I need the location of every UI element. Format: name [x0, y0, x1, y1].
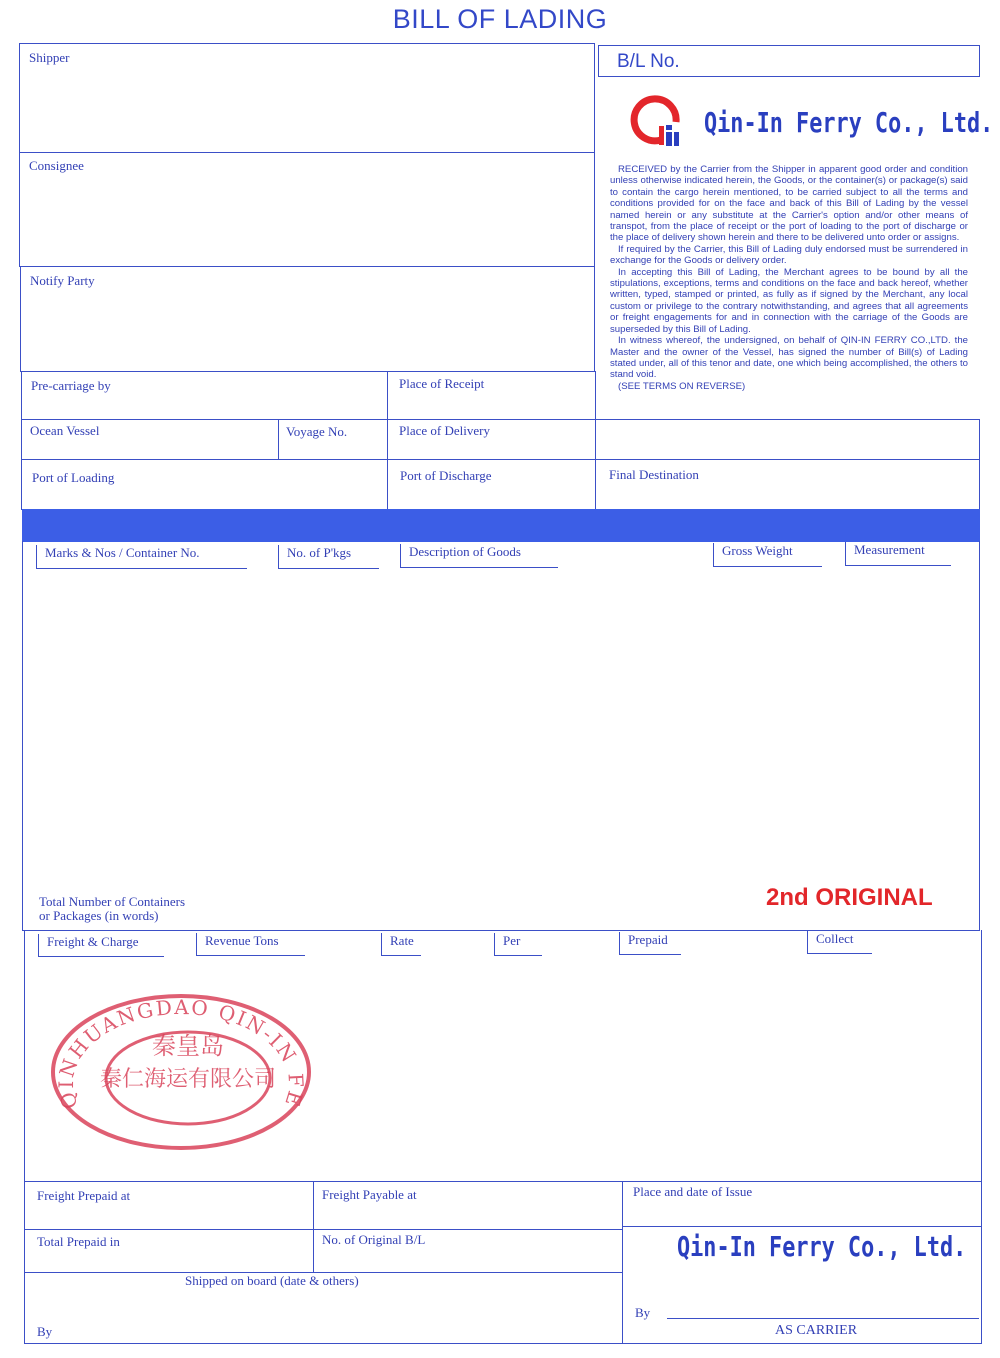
goods-area[interactable]: [22, 541, 980, 931]
freight-charge-column-header: [38, 934, 164, 957]
right-blank-box: [595, 419, 980, 460]
original-copy-mark: 2nd ORIGINAL: [766, 884, 933, 911]
terms-paragraph: In witness whereof, the undersigned, on behalf of QIN-IN FERRY CO.,LTD. the Master and the owner of the Vessel, has signed the number of Bill(s) of Lading stated under, all of this tenor and date, one which being accomplished, the others to stand void.: [610, 335, 968, 381]
terms-text: [610, 164, 968, 392]
company-name-signature: Qin-In Ferry Co., Ltd.: [677, 1230, 967, 1263]
ocean-vessel-label: Ocean Vessel: [30, 423, 100, 438]
port-of-discharge-label: Port of Discharge: [400, 468, 492, 483]
company-stamp: [48, 992, 314, 1152]
place-date-issue-label: Place and date of Issue: [633, 1184, 753, 1199]
per-column-header: [494, 933, 542, 956]
section-divider-band: [22, 509, 980, 542]
shipper-label: Shipper: [29, 50, 70, 65]
shipped-on-board-label: Shipped on board (date & others): [185, 1273, 359, 1288]
voyage-no-box[interactable]: [278, 419, 388, 460]
freight-prepaid-at-box[interactable]: [24, 1181, 314, 1230]
company-seal-icon: [48, 992, 314, 1152]
pre-carriage-label: Pre-carriage by: [31, 378, 111, 393]
description-label: Description of Goods: [409, 544, 521, 559]
terms-paragraph: If required by the Carrier, this Bill of Lading duly endorsed must be surrendered in exchange for the Goods or delivery order.: [610, 243, 968, 267]
revenue-tons-label: Revenue Tons: [205, 933, 279, 948]
gross-weight-label: Gross Weight: [722, 543, 793, 558]
terms-paragraph: RECEIVED by the Carrier from the Shipper in apparent good order and condition unless otherwise indicated herein, the Goods, or the container(s) or package(s) said to contain the cargo herein mentioned, to be carried subject to all the terms and conditions provided for on the face and back of this Bill of Lading by the vessel named herein or any substitute at the Carrier's option and/or other means of transpot, from the place of receipt or the port of loading to the port of discharge or the place of delivery shown herein and there to be delivered unto order or assigns.: [610, 164, 968, 244]
terms-paragraph: (SEE TERMS ON REVERSE): [618, 380, 746, 392]
per-label: Per: [503, 933, 521, 948]
port-of-loading-label: Port of Loading: [32, 470, 115, 485]
place-of-delivery-label: Place of Delivery: [399, 423, 490, 438]
carrier-signature-box[interactable]: [622, 1226, 982, 1344]
measurement-label: Measurement: [854, 542, 925, 557]
place-of-delivery-box[interactable]: [387, 419, 596, 460]
consignee-box[interactable]: [19, 152, 595, 267]
pre-carriage-box[interactable]: [21, 371, 388, 420]
description-column-header: [400, 544, 558, 568]
stamp-inner-line-2: 秦仁海运有限公司: [99, 1067, 277, 1092]
ocean-vessel-box[interactable]: [21, 419, 279, 460]
place-of-receipt-box[interactable]: [387, 371, 596, 420]
port-of-discharge-box[interactable]: [387, 459, 596, 510]
packages-label: No. of P'kgs: [287, 545, 352, 560]
terms-paragraph: In accepting this Bill of Lading, the Merchant agrees to be bound by all the stipulations, exceptions, terms and conditions on the face and back hereof, whether written, typed, stamped or printed, as fully as if signed by the Merchant, any local custom or privilege to the contrary notwithstanding, and agrees that all agreements or freight engagements for and in connection with the carriage of the Goods are superseded by this Bill of Lading.: [610, 266, 968, 335]
freight-payable-at-label: Freight Payable at: [322, 1187, 417, 1202]
qin-in-logo: [626, 94, 688, 150]
no-original-bl-label: No. of Original B/L: [322, 1232, 426, 1247]
prepaid-label: Prepaid: [628, 932, 668, 947]
freight-charge-label: Freight & Charge: [47, 934, 139, 949]
freight-prepaid-at-label: Freight Prepaid at: [37, 1188, 131, 1203]
bl-number-field[interactable]: B/L No.: [598, 45, 980, 77]
total-prepaid-in-label: Total Prepaid in: [37, 1234, 120, 1249]
notify-party-box[interactable]: [20, 266, 595, 372]
port-of-loading-box[interactable]: [21, 459, 388, 510]
revenue-tons-column-header: [196, 933, 305, 956]
as-carrier-label: AS CARRIER: [775, 1323, 858, 1338]
marks-column-header: [36, 545, 247, 569]
voyage-no-label: Voyage No.: [286, 424, 348, 439]
measurement-column-header: [845, 542, 951, 566]
place-date-issue-box[interactable]: [622, 1181, 982, 1227]
company-name-header: Qin-In Ferry Co., Ltd.: [704, 106, 994, 139]
shipped-on-board-box[interactable]: [24, 1272, 623, 1344]
total-packages-line-1: Total Number of Containers: [39, 894, 186, 909]
place-of-receipt-label: Place of Receipt: [399, 376, 485, 391]
collect-label: Collect: [816, 931, 854, 946]
shipper-box[interactable]: [19, 43, 595, 153]
marks-label: Marks & Nos / Container No.: [45, 545, 200, 560]
document-title: BILL OF LADING: [392, 4, 608, 34]
no-original-bl-box[interactable]: [313, 1229, 623, 1273]
signature-line: [667, 1318, 979, 1319]
rate-column-header: [381, 933, 421, 956]
final-destination-box[interactable]: [595, 459, 980, 510]
packages-column-header: [278, 545, 379, 569]
freight-payable-at-box[interactable]: [313, 1181, 623, 1230]
total-prepaid-in-box[interactable]: [24, 1229, 314, 1273]
total-packages-label: [39, 895, 185, 923]
consignee-label: Consignee: [29, 158, 84, 173]
gross-weight-column-header: [713, 543, 822, 567]
stamp-inner-line-1: 秦皇岛: [152, 1032, 224, 1060]
total-packages-line-2: or Packages (in words): [39, 908, 159, 923]
notify-party-label: Notify Party: [30, 273, 95, 288]
prepaid-column-header: [619, 932, 681, 955]
collect-column-header: [807, 931, 872, 954]
by-right-label: By: [635, 1305, 651, 1320]
rate-label: Rate: [390, 933, 414, 948]
logo-mark-icon: [626, 94, 688, 150]
by-left-label: By: [37, 1324, 53, 1339]
stamp-outer-text: QINHUANGDAO QIN-IN FE: [53, 994, 309, 1112]
final-destination-label: Final Destination: [609, 467, 699, 482]
